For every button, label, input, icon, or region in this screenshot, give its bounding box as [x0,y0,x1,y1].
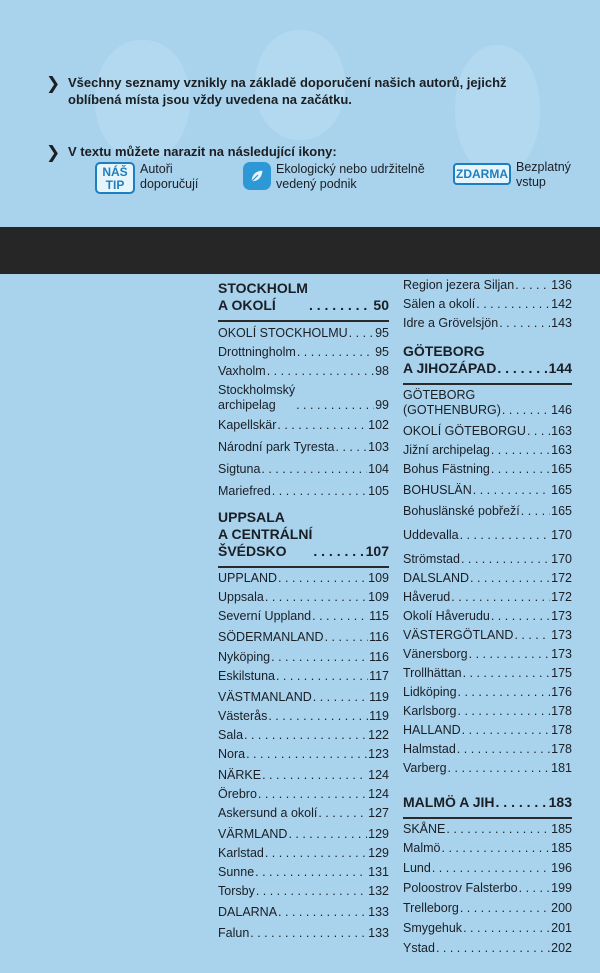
toc-label: Trollhättan [403,666,462,680]
toc-label: GÖTEBORG A JIHOZÁPAD [403,343,497,376]
toc-entry-narke[interactable] [218,768,389,783]
dot-leader [255,865,367,880]
toc-page-number: 181 [551,761,572,775]
toc-entry-idre-a-grovelsjon[interactable] [403,316,572,331]
dot-leader [491,443,550,458]
toc-label: OKOLÍ STOCKHOLMU [218,326,348,340]
toc-label: Sigtuna [218,462,261,476]
toc-label: Drottningholm [218,345,296,359]
toc-page-number: 178 [551,742,572,756]
dot-leader [297,345,374,360]
dot-leader [278,571,367,586]
toc-label: Sala [218,728,244,742]
toc-entry-poloostrov-falsterbo[interactable] [403,881,572,896]
dot-leader [318,806,367,821]
toc-label: Kapellskär [218,418,277,432]
toc-page-number: 199 [551,881,572,895]
dot-leader [470,571,550,586]
toc-label: Nyköping [218,650,271,664]
dot-leader [476,297,550,312]
toc-label: GÖTEBORG (GOTHENBURG) [403,388,501,417]
toc-page-number: 115 [369,609,389,623]
dot-leader [262,768,367,783]
toc-label: Askersund a okolí [218,806,318,820]
dot-leader [521,504,550,519]
dot-leader [451,590,550,605]
toc-entry-lund[interactable] [403,861,572,876]
toc-page-number: 163 [551,443,572,457]
toc-entry-karlstad[interactable] [218,846,389,861]
toc-page-number: 124 [368,768,389,782]
toc-label: Falun [218,926,250,940]
dot-leader [514,628,550,643]
dot-leader [313,690,368,705]
toc-label: HALLAND [403,723,461,737]
toc-label: NÄRKE [218,768,262,782]
icon-legend-label: Autoři doporučují [140,162,199,191]
section-rule [218,320,389,322]
toc-label: Västerås [218,709,268,723]
toc-entry-jizni-archipelag[interactable] [403,443,572,458]
toc-entry-narodni-park-tyresta[interactable] [218,440,389,455]
toc-entry-lidkoping[interactable] [403,685,572,700]
toc-entry-region-jezera-siljan[interactable] [403,278,572,293]
toc-page-number: 109 [368,571,389,585]
toc-label: Örebro [218,787,257,801]
toc-label: Sälen a okolí [403,297,476,311]
toc-page-number: 116 [369,630,389,644]
dot-leader [473,483,550,498]
toc-entry-sunne[interactable] [218,865,389,880]
toc-entry-halland[interactable] [403,723,572,738]
zdarma-icon: ZDARMA [453,163,511,185]
toc-page-number: 175 [551,666,572,680]
dot-leader [460,528,551,543]
toc-entry-kapellskar[interactable] [218,418,389,433]
toc-page-number: 178 [551,723,572,737]
toc-page-number: 196 [551,861,572,875]
toc-entry-halmstad[interactable] [403,742,572,757]
toc-label: VÄSTERGÖTLAND [403,628,514,642]
toc-entry-mariefred[interactable] [218,484,389,499]
toc-entry-malmo[interactable] [403,841,572,856]
toc-entry-stockholmsky-archipelag[interactable] [218,383,389,413]
toc-page-number: 201 [551,921,572,935]
toc-label: Severní Uppland [218,609,312,623]
toc-page-number: 129 [368,827,389,841]
toc-page-number: 202 [551,941,572,955]
toc-entry-okoli-haverudu[interactable] [403,609,572,624]
toc-label: Malmö [403,841,441,855]
dot-leader [515,278,550,293]
toc-column-1 [218,280,389,941]
dot-leader [491,462,550,477]
toc-label: DALARNA [218,905,278,919]
toc-label: Torsby [218,884,255,898]
toc-label: Poloostrov Falsterbo [403,881,518,895]
toc-label: Ystad [403,941,435,955]
toc-label: OKOLÍ GÖTEBORGU [403,424,526,438]
toc-entry-ystad[interactable] [403,941,572,956]
toc-page-number: 122 [368,728,389,742]
toc-label: Trelleborg [403,901,459,915]
icons-note [46,143,538,162]
toc-column-2 [403,278,572,956]
dot-leader [246,747,367,762]
section-rule [403,383,572,385]
toc-label: Národní park Tyresta [218,440,335,454]
dot-leader [313,543,364,560]
toc-page-number: 104 [368,462,389,476]
toc-label: Jižní archipelag [403,443,490,457]
dot-leader [496,794,548,811]
dot-leader [244,728,367,743]
toc-label: Region jezera Siljan [403,278,515,292]
toc-entry-uppsala[interactable] [218,590,389,605]
toc-entry-drottningholm[interactable] [218,345,389,360]
toc-entry-haverud[interactable] [403,590,572,605]
toc-label: Strömstad [403,552,460,566]
dot-leader [463,666,551,681]
dot-leader [463,921,550,936]
icon-legend-tip [95,162,208,194]
info-note-text: Všechny seznamy vznikly na základě doporučení našich autorů, jejichž oblíbená místa jsou vždy uvedena na začátku. [68,75,507,107]
toc-page-number: 172 [551,590,572,604]
toc-page-number: 123 [368,747,389,761]
dot-leader [527,424,550,439]
toc-entry-orebro[interactable] [218,787,389,802]
toc-label: Nora [218,747,246,761]
toc-heading-stockholm-a-okoli[interactable] [218,280,389,314]
info-note [46,74,538,108]
dot-leader [272,484,367,499]
toc-page-number: 127 [368,806,389,820]
leaf-icon [243,162,271,190]
dot-leader [446,822,550,837]
chevron-right-icon: ❯ [46,143,61,162]
toc-label: Eskilstuna [218,669,275,683]
toc-page-number: 165 [551,462,572,476]
section-rule [403,817,572,819]
dot-leader [432,861,550,876]
toc-page-number: 105 [368,484,389,498]
toc-label: Sunne [218,865,255,879]
dot-leader [265,846,367,861]
toc-label: Varberg [403,761,447,775]
dot-leader [265,590,367,605]
toc-entry-skane[interactable] [403,822,572,837]
toc-page-number: 165 [551,483,572,497]
toc-page-number: 173 [551,628,572,642]
dot-leader [497,360,547,377]
toc-entry-vastergotland[interactable] [403,628,572,643]
dot-leader [325,630,368,645]
toc-label: BOHUSLÄN [403,483,472,497]
toc-page-number: 95 [375,345,389,359]
toc-label: Uppsala [218,590,264,604]
toc-label: Håverud [403,590,451,604]
toc-page-number: 132 [368,884,389,898]
toc-page-number: 102 [368,418,389,432]
toc-entry-dalarna[interactable] [218,905,389,920]
toc-page-number: 183 [548,794,572,810]
toc-label: SKÅNE [403,822,446,836]
dot-leader [258,787,367,802]
toc-label: Karlsborg [403,704,457,718]
toc-page-number: 129 [368,846,389,860]
toc-page-number: 143 [551,316,572,330]
icon-legend-free [453,160,578,190]
toc-entry-sodermanland[interactable] [218,630,389,645]
dot-leader [296,398,374,413]
toc-page-number: 107 [365,543,389,559]
toc-page-number: 119 [369,709,389,723]
toc-heading-malmo-a-jih[interactable] [403,794,572,811]
dot-leader [312,609,368,624]
toc-entry-vastmanland[interactable] [218,690,389,705]
toc-page-number: 117 [369,669,389,683]
dot-leader [271,650,368,665]
toc-page-number: 163 [551,424,572,438]
toc-page-number: 173 [551,609,572,623]
toc-heading-goteborg-a-jihozapad[interactable] [403,343,572,377]
toc-entry-askersund-a-okoli[interactable] [218,806,389,821]
toc-page-number: 131 [368,865,389,879]
nas-tip-icon: NÁŠ TIP [95,162,135,194]
toc-label: MALMÖ A JIH [403,794,495,810]
dot-leader [250,926,367,941]
toc-label: VÄRMLAND [218,827,288,841]
toc-entry-severni-uppland[interactable] [218,609,389,624]
toc-page-number: 185 [551,822,572,836]
icon-legend-eco [243,162,426,192]
toc-label: Stockholmský archipelag [218,383,296,412]
toc-page-number: 165 [551,504,572,518]
dot-leader [462,723,550,738]
toc-label: VÄSTMANLAND [218,690,312,704]
toc-page-number: 185 [551,841,572,855]
toc-label: Bohuslänské pobřeží [403,504,520,518]
dot-leader [461,552,550,567]
toc-label: SÖDERMANLAND [218,630,324,644]
toc-page-number: 133 [368,926,389,940]
toc-page-number: 124 [368,787,389,801]
dot-leader [436,941,550,956]
toc-label: Smygehuk [403,921,463,935]
icon-legend-label: Bezplatný vstup [516,160,571,189]
toc-entry-karlsborg[interactable] [403,704,572,719]
dot-leader [261,462,367,477]
toc-entry-trollhattan[interactable] [403,666,572,681]
toc-entry-falun[interactable] [218,926,389,941]
toc-page-number: 103 [368,440,389,454]
dot-leader [349,326,374,341]
dot-leader [276,669,368,684]
toc-heading-uppsala-a-centralni-svedsko[interactable] [218,509,389,560]
toc-entry-trelleborg[interactable] [403,901,572,916]
toc-label: Idre a Grövelsjön [403,316,499,330]
dot-leader [469,647,551,662]
toc-label: UPPSALA A CENTRÁLNÍ ŠVÉDSKO [218,509,313,559]
dot-leader [448,761,551,776]
toc-entry-sigtuna[interactable] [218,462,389,477]
toc-label: Lund [403,861,431,875]
toc-page-number: 172 [551,571,572,585]
toc-entry-dalsland[interactable] [403,571,572,586]
chevron-right-icon: ❯ [46,74,61,93]
dot-leader [256,884,367,899]
toc-label: Vaxholm [218,364,266,378]
toc-entry-uppland[interactable] [218,571,389,586]
toc-page-number: 178 [551,704,572,718]
toc-entry-bohuslanske-pobrezi[interactable] [403,504,572,519]
toc-label: Okolí Håverudu [403,609,490,623]
dot-leader [460,901,550,916]
dot-leader [267,364,374,379]
dot-leader [336,440,368,455]
toc-page-number: 173 [551,647,572,661]
toc-label: Halmstad [403,742,456,756]
toc-entry-vasteras[interactable] [218,709,389,724]
toc-label: Lidköping [403,685,457,699]
header-band [0,227,600,274]
icons-note-text: V textu můžete narazit na následující ikony: [68,144,337,159]
dot-leader [519,881,551,896]
toc-entry-varmland[interactable] [218,827,389,842]
toc-page-number: 95 [375,326,389,340]
toc-label: Uddevalla [403,528,459,542]
toc-entry-bohuslan[interactable] [403,483,572,498]
section-rule [218,566,389,568]
dot-leader [278,905,367,920]
toc-entry-smygehuk[interactable] [403,921,572,936]
toc-page-number: 133 [368,905,389,919]
toc-page-number: 50 [373,297,389,313]
toc-entry-uddevalla[interactable] [403,528,572,543]
toc-page-number: 109 [368,590,389,604]
toc-entry-vanersborg[interactable] [403,647,572,662]
toc-entry-varberg[interactable] [403,761,572,776]
toc-label: Bohus Fästning [403,462,490,476]
dot-leader [491,609,550,624]
toc-page-number: 142 [551,297,572,311]
toc-entry-vaxholm[interactable] [218,364,389,379]
dot-leader [457,742,550,757]
dot-leader [268,709,368,724]
toc-label: DALSLAND [403,571,469,585]
dot-leader [288,827,367,842]
toc-entry-nora[interactable] [218,747,389,762]
toc-label: STOCKHOLM A OKOLÍ [218,280,308,313]
toc-label: Karlstad [218,846,264,860]
toc-label: UPPLAND [218,571,278,585]
toc-entry-sala[interactable] [218,728,389,743]
dot-leader [277,418,367,433]
toc-entry-okoli-stockholmu[interactable] [218,326,389,341]
toc-page-number: 99 [375,398,389,412]
toc-entry-eskilstuna[interactable] [218,669,389,684]
dot-leader [458,704,551,719]
toc-page-number: 119 [369,690,389,704]
toc-entry-bohus-fastning[interactable] [403,462,572,477]
dot-leader [309,297,372,314]
toc-label: Mariefred [218,484,271,498]
dot-leader [442,841,551,856]
dot-leader [458,685,551,700]
toc-page-number: 98 [375,364,389,378]
dot-leader [502,403,550,418]
toc-entry-goteborg-gothenburg[interactable] [403,388,572,418]
toc-page-number: 170 [551,552,572,566]
toc-entry-salen-a-okoli[interactable] [403,297,572,312]
toc-entry-nykoping[interactable] [218,650,389,665]
toc-page-number: 136 [551,278,572,292]
toc-page-number: 116 [369,650,389,664]
dot-leader [499,316,550,331]
toc-entry-torsby[interactable] [218,884,389,899]
toc-page-number: 144 [548,360,572,376]
toc-entry-okoli-goteborgu[interactable] [403,424,572,439]
toc-label: Vänersborg [403,647,468,661]
toc-page-number: 176 [551,685,572,699]
toc-page-number: 200 [551,901,572,915]
toc-page-number: 170 [551,528,572,542]
toc-page-number: 146 [551,403,572,417]
icon-legend-label: Ekologický nebo udržitelně vedený podnik [276,162,425,191]
toc-entry-stromstad[interactable] [403,552,572,567]
